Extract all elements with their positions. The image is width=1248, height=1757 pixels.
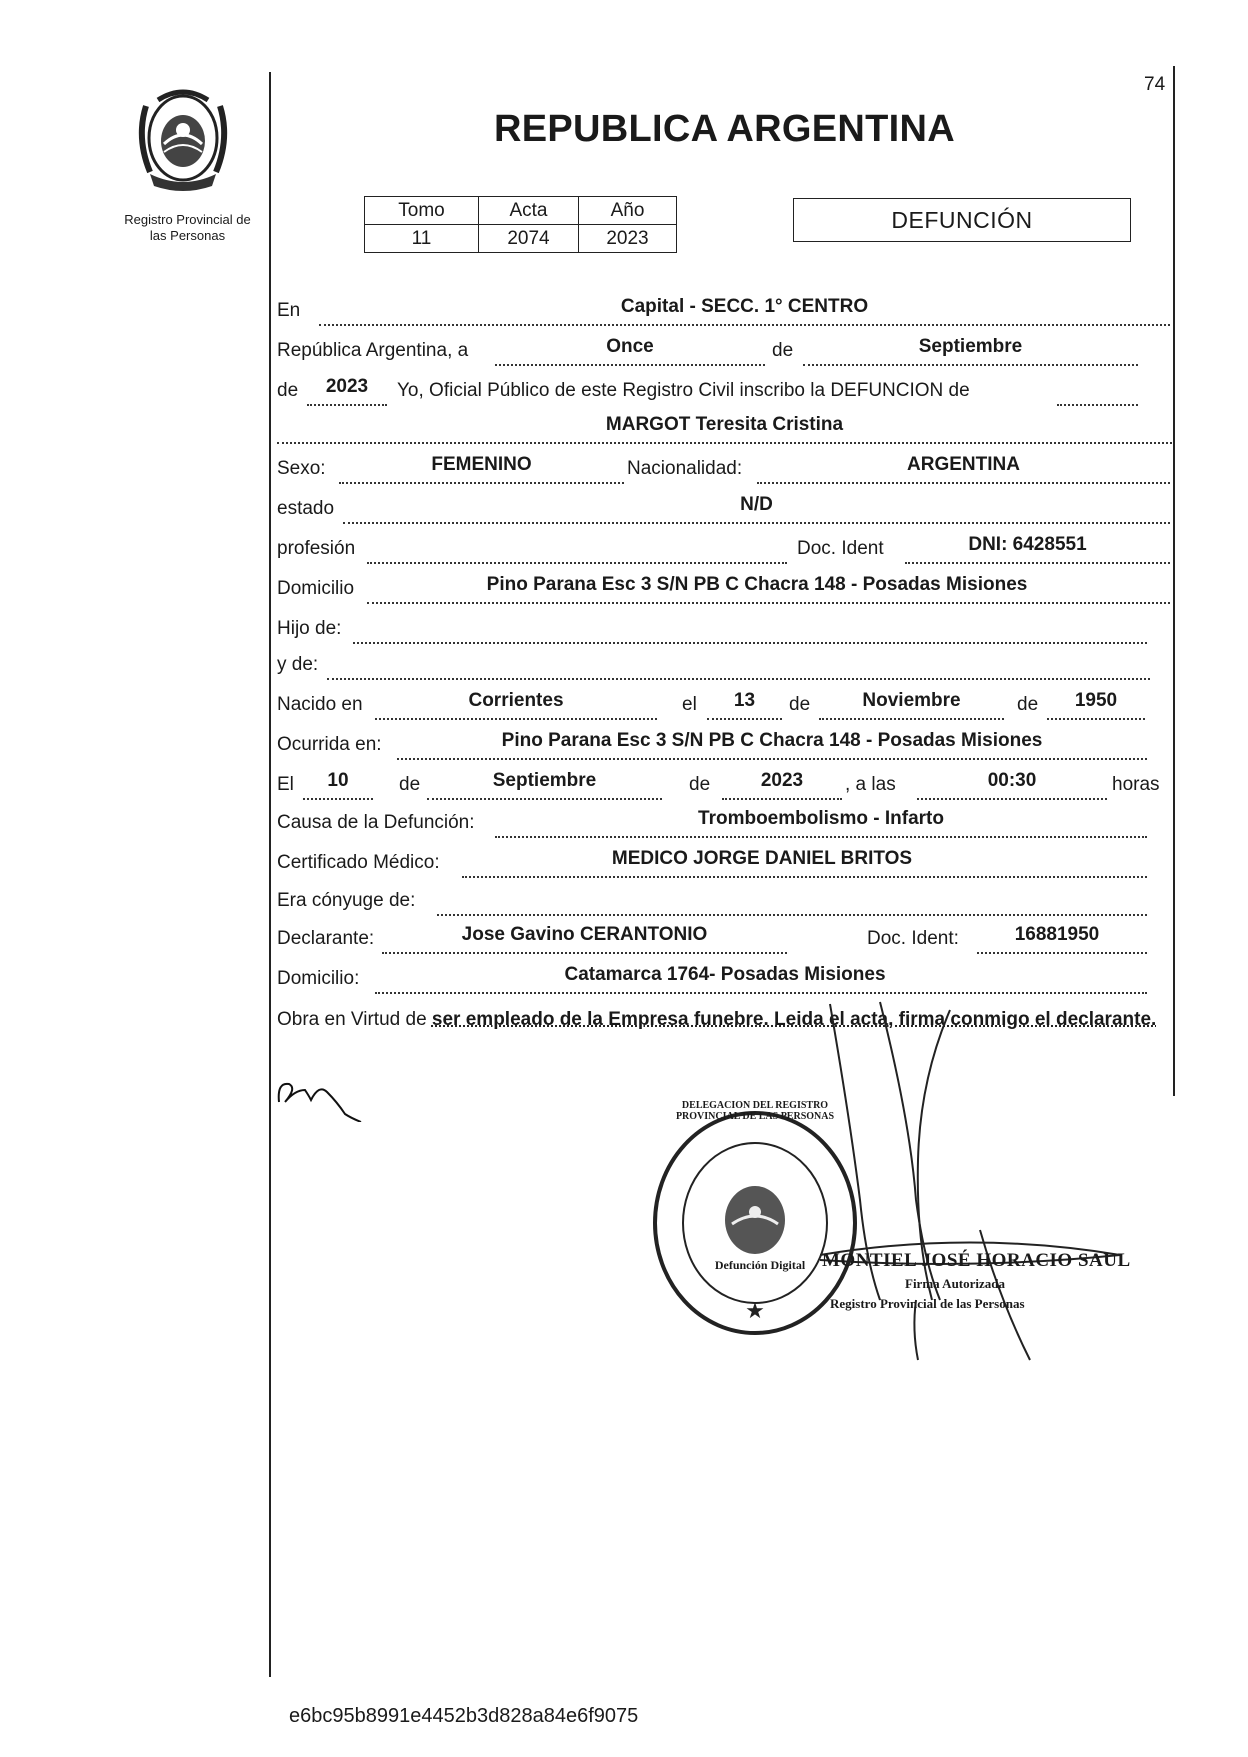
label-sexo: Sexo: bbox=[277, 458, 326, 479]
value-year: 2023 bbox=[325, 376, 369, 397]
document-hash: e6bc95b8991e4452b3d828a84e6f9075 bbox=[289, 1705, 639, 1727]
label-certificado: Certificado Médico: bbox=[277, 852, 440, 873]
value-estado: N/D bbox=[740, 494, 773, 515]
registry-name-line1: Registro Provincial de bbox=[124, 212, 251, 227]
row-profesion bbox=[277, 534, 1172, 564]
coat-of-arms-icon bbox=[128, 86, 238, 194]
document-type-box: DEFUNCIÓN bbox=[793, 198, 1131, 242]
row-certificado bbox=[277, 848, 1172, 878]
label-declarante: Declarante: bbox=[277, 928, 375, 949]
obra-text: ser empleado de la Empresa funebre. Leida el acta, firma conmigo el declarante. bbox=[431, 1009, 1157, 1030]
official-title: Firma Autorizada bbox=[905, 1276, 1006, 1291]
label-doc-ident: Doc. Ident bbox=[797, 538, 884, 559]
row-nacido bbox=[277, 690, 1172, 720]
value-nacido-month: Noviembre bbox=[862, 690, 961, 711]
value-declarante: Jose Gavino CERANTONIO bbox=[461, 924, 708, 945]
row-en bbox=[277, 296, 1172, 326]
row-domicilio bbox=[277, 574, 1172, 604]
label-fecha-de2: de bbox=[689, 774, 711, 795]
dotline-profesion bbox=[367, 536, 787, 564]
acta-value-tomo: 11 bbox=[365, 225, 479, 253]
label-nacionalidad: Nacionalidad: bbox=[627, 458, 743, 479]
label-nacido: Nacido en bbox=[277, 694, 363, 715]
label-fecha-el: El bbox=[277, 774, 294, 795]
row-nombre bbox=[277, 414, 1172, 444]
label-year-de: de bbox=[277, 380, 299, 401]
value-declarante-doc: 16881950 bbox=[1014, 924, 1100, 945]
official-org: Registro Provincial de las Personas bbox=[830, 1296, 1025, 1311]
label-fecha-alas: , a las bbox=[845, 774, 896, 795]
label-republica-de: de bbox=[772, 340, 794, 361]
row-fecha bbox=[277, 770, 1172, 800]
value-doc-ident: DNI: 6428551 bbox=[968, 534, 1087, 555]
acta-table bbox=[364, 196, 677, 253]
row-ocurrida bbox=[277, 730, 1172, 760]
registry-name bbox=[100, 212, 275, 244]
value-domicilio: Pino Parana Esc 3 S/N PB C Chacra 148 - Posadas Misiones bbox=[486, 574, 1028, 595]
value-nombre: MARGOT Teresita Cristina bbox=[605, 414, 844, 435]
row-yde bbox=[277, 650, 1172, 680]
label-domicilio: Domicilio bbox=[277, 578, 355, 599]
label-inscribo: Yo, Oficial Público de este Registro Civil inscribo la DEFUNCION de bbox=[397, 380, 970, 401]
label-fecha-horas: horas bbox=[1112, 774, 1160, 795]
value-fecha-time: 00:30 bbox=[987, 770, 1037, 791]
value-en: Capital - SECC. 1° CENTRO bbox=[620, 296, 869, 317]
label-nacido-de2: de bbox=[1017, 694, 1039, 715]
label-declarante-doc: Doc. Ident: bbox=[867, 928, 959, 949]
value-certificado: MEDICO JORGE DANIEL BRITOS bbox=[611, 848, 913, 869]
dotline-conyuge bbox=[437, 888, 1147, 916]
obra-prefix: Obra en Virtud de bbox=[277, 1009, 427, 1030]
row-year bbox=[277, 376, 1172, 406]
label-ocurrida: Ocurrida en: bbox=[277, 734, 382, 755]
value-fecha-year: 2023 bbox=[760, 770, 804, 791]
label-domicilio2: Domicilio: bbox=[277, 968, 360, 989]
value-nacionalidad: ARGENTINA bbox=[907, 454, 1020, 475]
row-estado bbox=[277, 494, 1172, 524]
official-name: MONTIEL JOSÉ HORACIO SAUL bbox=[822, 1250, 1131, 1271]
value-nacido-year: 1950 bbox=[1074, 690, 1118, 711]
value-sexo: FEMENINO bbox=[431, 454, 532, 475]
row-domicilio2 bbox=[277, 964, 1172, 994]
label-fecha-de1: de bbox=[399, 774, 421, 795]
acta-header-tomo: Tomo bbox=[365, 197, 479, 225]
page-title: REPUBLICA ARGENTINA bbox=[494, 108, 955, 150]
right-margin-line bbox=[1173, 66, 1175, 1096]
row-declarante bbox=[277, 924, 1172, 954]
acta-header-ano: Año bbox=[579, 197, 677, 225]
dotline-year-end bbox=[1057, 378, 1138, 406]
row-sexo bbox=[277, 454, 1172, 484]
row-conyuge bbox=[277, 886, 1172, 916]
label-conyuge: Era cónyuge de: bbox=[277, 890, 416, 911]
stamp-ring-text: DELEGACION DEL REGISTRO PROVINCIAL DE LAS PERSONAS bbox=[675, 1100, 835, 1122]
label-causa: Causa de la Defunción: bbox=[277, 812, 475, 833]
value-nacido-day: 13 bbox=[733, 690, 756, 711]
left-margin-line bbox=[269, 72, 271, 1677]
value-causa: Tromboembolismo - Infarto bbox=[698, 808, 944, 829]
label-nacido-el: el bbox=[682, 694, 697, 715]
label-estado: estado bbox=[277, 498, 335, 519]
label-nacido-de1: de bbox=[789, 694, 811, 715]
declarante-signature-icon bbox=[275, 1062, 395, 1122]
row-hijo bbox=[277, 614, 1172, 644]
row-causa bbox=[277, 808, 1172, 838]
label-republica: República Argentina, a bbox=[277, 340, 469, 361]
acta-table-values bbox=[365, 225, 677, 253]
value-ocurrida: Pino Parana Esc 3 S/N PB C Chacra 148 - Posadas Misiones bbox=[501, 730, 1043, 751]
acta-value-acta: 2074 bbox=[479, 225, 579, 253]
registry-name-line2: las Personas bbox=[149, 228, 226, 243]
label-profesion: profesión bbox=[277, 538, 356, 559]
row-republica bbox=[277, 336, 1172, 366]
page-number: 74 bbox=[1144, 74, 1166, 95]
stamp-inner-text: Defunción Digital bbox=[714, 1258, 806, 1272]
label-en: En bbox=[277, 300, 301, 321]
value-fecha-day: 10 bbox=[327, 770, 349, 791]
value-fecha-month: Septiembre bbox=[492, 770, 597, 791]
label-hijo: Hijo de: bbox=[277, 618, 342, 639]
acta-value-ano: 2023 bbox=[579, 225, 677, 253]
label-yde: y de: bbox=[277, 654, 319, 675]
acta-header-acta: Acta bbox=[479, 197, 579, 225]
dotline-hijo bbox=[353, 616, 1147, 644]
value-domicilio2: Catamarca 1764- Posadas Misiones bbox=[564, 964, 886, 985]
acta-table-header bbox=[365, 197, 677, 225]
svg-text:★: ★ bbox=[745, 1299, 765, 1324]
value-nacido-place: Corrientes bbox=[468, 690, 564, 711]
official-signature-icon bbox=[820, 1000, 1140, 1380]
registry-emblem bbox=[128, 86, 238, 194]
value-month: Septiembre bbox=[918, 336, 1023, 357]
dotline-yde bbox=[327, 652, 1150, 680]
value-day: Once bbox=[606, 336, 654, 357]
